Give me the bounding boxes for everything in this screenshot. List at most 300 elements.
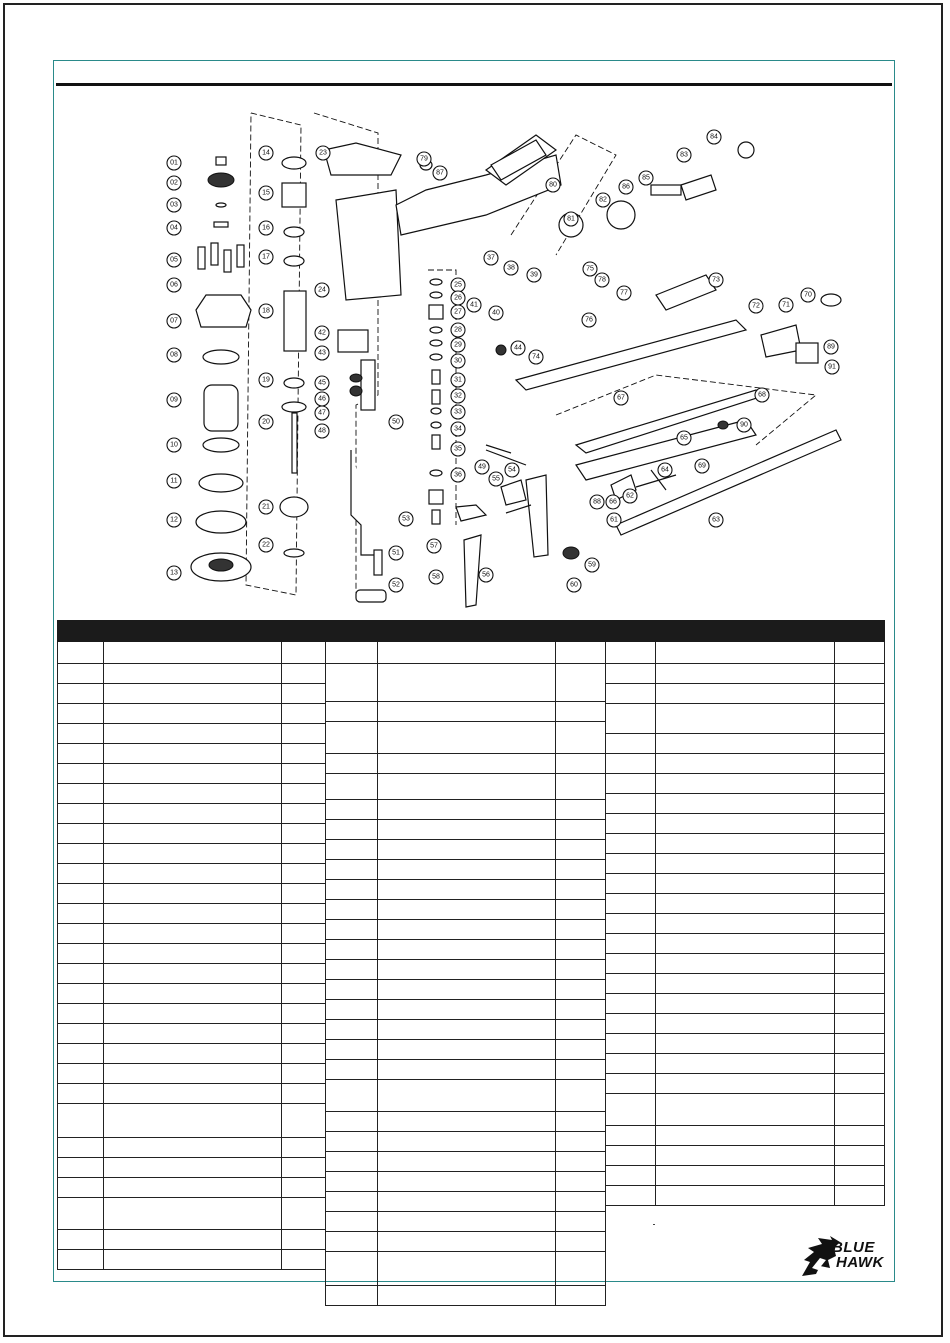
cylinder-assembly (280, 157, 308, 557)
callout-40 (489, 306, 503, 320)
callout-18 (259, 304, 273, 318)
table-row (326, 880, 606, 900)
table-cell (282, 1178, 326, 1198)
table-row (606, 834, 885, 854)
callout-36 (451, 468, 465, 482)
svg-text:16: 16 (262, 224, 270, 232)
svg-text:15: 15 (262, 189, 270, 197)
table-cell (656, 874, 835, 894)
callout-86 (619, 180, 633, 194)
svg-text:13: 13 (170, 569, 178, 577)
table-cell (835, 704, 885, 734)
table-cell (378, 880, 556, 900)
table-cell (656, 734, 835, 754)
table-cell (656, 934, 835, 954)
parts-table-body (58, 642, 326, 1270)
table-row (326, 820, 606, 840)
table-cell (378, 642, 556, 664)
table-cell (282, 904, 326, 924)
table-cell (378, 754, 556, 774)
callout-35 (451, 442, 465, 456)
table-row (326, 774, 606, 800)
table-row (326, 860, 606, 880)
table-cell (378, 920, 556, 940)
svg-text:78: 78 (598, 276, 606, 284)
svg-text:45: 45 (318, 379, 326, 387)
table-cell (326, 1040, 378, 1060)
svg-text:60: 60 (570, 581, 578, 589)
svg-text:42: 42 (318, 329, 326, 337)
callout-05 (167, 253, 181, 267)
table-cell (378, 1040, 556, 1060)
svg-text:30: 30 (454, 357, 462, 365)
svg-text:27: 27 (454, 308, 462, 316)
table-cell (282, 1138, 326, 1158)
table-cell (556, 1152, 606, 1172)
table-cell (58, 1044, 104, 1064)
table-cell (58, 724, 104, 744)
driver-column (429, 279, 443, 524)
callout-67 (614, 391, 628, 405)
table-row (58, 724, 326, 744)
table-cell (835, 1034, 885, 1054)
callout-46 (315, 392, 329, 406)
table-cell (656, 914, 835, 934)
table-cell (58, 744, 104, 764)
table-cell (606, 774, 656, 794)
table-row (58, 1230, 326, 1250)
callout-48 (315, 424, 329, 438)
table-cell (656, 704, 835, 734)
svg-text:65: 65 (680, 434, 688, 442)
callout-82 (596, 193, 610, 207)
table-row (326, 900, 606, 920)
table-cell (378, 774, 556, 800)
parts-table-body (326, 642, 606, 1306)
table-cell (104, 904, 282, 924)
table-row (58, 704, 326, 724)
svg-text:76: 76 (585, 316, 593, 324)
table-cell (378, 840, 556, 860)
table-cell (58, 704, 104, 724)
table-cell (104, 1250, 282, 1270)
table-cell (378, 980, 556, 1000)
callout-63 (709, 513, 723, 527)
table-header (326, 621, 606, 642)
table-cell (104, 1104, 282, 1138)
table-cell (556, 1286, 606, 1306)
svg-text:61: 61 (610, 516, 618, 524)
svg-text:64: 64 (661, 466, 669, 474)
table-cell (378, 664, 556, 702)
callout-44 (511, 341, 525, 355)
table-cell (58, 684, 104, 704)
table-cell (282, 1044, 326, 1064)
callout-31 (451, 373, 465, 387)
table-row (606, 642, 885, 664)
table-cell (606, 1074, 656, 1094)
table-cell (58, 1250, 104, 1270)
svg-text:44: 44 (514, 344, 522, 352)
header-cell-qty (835, 621, 885, 642)
table-row (606, 814, 885, 834)
callout-58 (429, 570, 443, 584)
table-cell (326, 754, 378, 774)
table-cell (556, 980, 606, 1000)
table-cell (556, 1172, 606, 1192)
table-cell (326, 880, 378, 900)
callout-91 (825, 360, 839, 374)
table-cell (606, 814, 656, 834)
table-cell (606, 1126, 656, 1146)
callout-04 (167, 221, 181, 235)
table-row (326, 1192, 606, 1212)
callout-37 (484, 251, 498, 265)
parts-table-body (606, 642, 885, 1206)
table-cell (835, 642, 885, 664)
svg-text:41: 41 (470, 301, 478, 309)
svg-text:39: 39 (530, 271, 538, 279)
table-row (606, 934, 885, 954)
table-cell (326, 820, 378, 840)
table-row (58, 984, 326, 1004)
table-cell (104, 924, 282, 944)
table-cell (556, 1080, 606, 1112)
svg-text:32: 32 (454, 392, 462, 400)
svg-text:47: 47 (318, 409, 326, 417)
table-cell (606, 1014, 656, 1034)
table-row (326, 702, 606, 722)
table-cell (326, 960, 378, 980)
table-cell (556, 1000, 606, 1020)
table-row (606, 1094, 885, 1126)
table-cell (104, 1064, 282, 1084)
callout-03 (167, 198, 181, 212)
table-cell (378, 800, 556, 820)
table-cell (606, 1054, 656, 1074)
table-cell (326, 980, 378, 1000)
table-cell (326, 900, 378, 920)
svg-text:51: 51 (392, 549, 400, 557)
table-cell (606, 794, 656, 814)
table-cell (656, 774, 835, 794)
table-cell (556, 1040, 606, 1060)
callout-45 (315, 376, 329, 390)
callout-55 (489, 472, 503, 486)
table-cell (606, 834, 656, 854)
callout-74 (529, 350, 543, 364)
table-cell (282, 1158, 326, 1178)
callout-21 (259, 500, 273, 514)
table-row (606, 1146, 885, 1166)
table-row (326, 1132, 606, 1152)
table-row (58, 1104, 326, 1138)
table-cell (282, 664, 326, 684)
logo-line-1: BLUE (832, 1239, 875, 1256)
svg-text:29: 29 (454, 341, 462, 349)
callout-01 (167, 156, 181, 170)
table-cell (58, 984, 104, 1004)
table-row (606, 1034, 885, 1054)
table-cell (58, 1138, 104, 1158)
svg-text:77: 77 (620, 289, 628, 297)
svg-text:79: 79 (420, 155, 428, 163)
header-cell-description (378, 621, 556, 642)
table-cell (326, 1060, 378, 1080)
table-cell (326, 840, 378, 860)
header-cell-no (326, 621, 378, 642)
table-cell (58, 1178, 104, 1198)
table-cell (104, 844, 282, 864)
table-cell (326, 1252, 378, 1286)
table-row (606, 1186, 885, 1206)
table-cell (282, 964, 326, 984)
callout-47 (315, 406, 329, 420)
table-cell (282, 864, 326, 884)
table-cell (326, 860, 378, 880)
table-row (58, 844, 326, 864)
svg-text:91: 91 (828, 363, 836, 371)
callout-14 (259, 146, 273, 160)
svg-text:87: 87 (436, 169, 444, 177)
table-row (326, 722, 606, 754)
table-cell (104, 764, 282, 784)
svg-text:72: 72 (752, 302, 760, 310)
table-cell (282, 944, 326, 964)
exploded-parts-diagram (56, 95, 892, 620)
table-cell (282, 924, 326, 944)
table-row (606, 1166, 885, 1186)
table-cell (378, 1212, 556, 1232)
table-cell (326, 1000, 378, 1020)
table-cell (282, 1104, 326, 1138)
svg-text:04: 04 (170, 224, 178, 232)
table-cell (656, 1094, 835, 1126)
callout-71 (779, 298, 793, 312)
callout-89 (824, 340, 838, 354)
header-cell-description (656, 621, 835, 642)
callout-33 (451, 405, 465, 419)
callout-06 (167, 278, 181, 292)
table-cell (835, 934, 885, 954)
table-row (58, 744, 326, 764)
header-rule (56, 83, 892, 86)
table-cell (606, 1094, 656, 1126)
callout-69 (695, 459, 709, 473)
table-row (326, 1286, 606, 1306)
table-row (58, 964, 326, 984)
cap-assembly (191, 157, 251, 581)
table-cell (656, 664, 835, 684)
table-cell (378, 1132, 556, 1152)
table-row (326, 642, 606, 664)
table-row (58, 1044, 326, 1064)
table-cell (606, 954, 656, 974)
svg-text:01: 01 (170, 159, 178, 167)
table-cell (656, 894, 835, 914)
header-cell-no (58, 621, 104, 642)
table-cell (556, 1112, 606, 1132)
table-row (326, 1212, 606, 1232)
callout-15 (259, 186, 273, 200)
table-cell (282, 984, 326, 1004)
table-row (326, 920, 606, 940)
table-cell (835, 734, 885, 754)
table-cell (556, 1060, 606, 1080)
parts-table-column-1 (57, 620, 326, 1270)
table-cell (104, 1198, 282, 1230)
table-row (326, 960, 606, 980)
svg-text:23: 23 (319, 149, 327, 157)
table-cell (104, 864, 282, 884)
table-cell (58, 804, 104, 824)
table-cell (835, 684, 885, 704)
table-cell (58, 904, 104, 924)
table-cell (378, 960, 556, 980)
table-cell (556, 920, 606, 940)
table-row (58, 804, 326, 824)
table-row (606, 994, 885, 1014)
table-cell (282, 744, 326, 764)
table-cell (378, 1192, 556, 1212)
callout-80 (546, 178, 560, 192)
header-cell-no (606, 621, 656, 642)
callout-54 (505, 463, 519, 477)
svg-text:38: 38 (507, 264, 515, 272)
table-row (58, 1178, 326, 1198)
table-cell (556, 702, 606, 722)
table-cell (58, 784, 104, 804)
callout-26 (451, 291, 465, 305)
svg-text:84: 84 (710, 133, 718, 141)
table-cell (835, 1146, 885, 1166)
table-cell (58, 1198, 104, 1230)
magazine-assembly (496, 275, 841, 535)
callout-20 (259, 415, 273, 429)
table-cell (378, 1152, 556, 1172)
table-cell (556, 820, 606, 840)
table-row (58, 764, 326, 784)
table-cell (282, 1230, 326, 1250)
callout-61 (607, 513, 621, 527)
table-cell (282, 804, 326, 824)
callout-88 (590, 495, 604, 509)
svg-text:52: 52 (392, 581, 400, 589)
table-cell (606, 684, 656, 704)
table-cell (656, 794, 835, 814)
table-row (326, 1152, 606, 1172)
callout-76 (582, 313, 596, 327)
svg-text:14: 14 (262, 149, 270, 157)
table-row (606, 734, 885, 754)
table-row (58, 1158, 326, 1178)
table-cell (326, 920, 378, 940)
callout-49 (475, 460, 489, 474)
svg-text:53: 53 (402, 515, 410, 523)
callout-78 (595, 273, 609, 287)
table-cell (556, 1232, 606, 1252)
table-cell (282, 684, 326, 704)
table-row (58, 884, 326, 904)
table-cell (58, 824, 104, 844)
table-row (326, 1040, 606, 1060)
callout-38 (504, 261, 518, 275)
svg-text:24: 24 (318, 286, 326, 294)
table-cell (656, 994, 835, 1014)
svg-text:55: 55 (492, 475, 500, 483)
table-cell (378, 820, 556, 840)
table-cell (606, 1166, 656, 1186)
table-row (58, 944, 326, 964)
table-cell (835, 834, 885, 854)
callout-34 (451, 422, 465, 436)
callout-65 (677, 431, 691, 445)
table-cell (606, 642, 656, 664)
table-row (606, 854, 885, 874)
table-cell (104, 1230, 282, 1250)
table-row (326, 1060, 606, 1080)
table-cell (606, 914, 656, 934)
svg-text:20: 20 (262, 418, 270, 426)
table-cell (556, 664, 606, 702)
callout-29 (451, 338, 465, 352)
svg-text:05: 05 (170, 256, 178, 264)
table-cell (326, 1080, 378, 1112)
svg-text:67: 67 (617, 394, 625, 402)
callout-16 (259, 221, 273, 235)
callout-19 (259, 373, 273, 387)
svg-text:31: 31 (454, 376, 462, 384)
svg-text:08: 08 (170, 351, 178, 359)
callout-39 (527, 268, 541, 282)
table-cell (378, 1286, 556, 1306)
table-cell (606, 854, 656, 874)
table-cell (58, 924, 104, 944)
table-cell (378, 1060, 556, 1080)
table-cell (378, 1020, 556, 1040)
table-cell (606, 894, 656, 914)
table-cell (104, 1044, 282, 1064)
callout-70 (801, 288, 815, 302)
table-row (326, 1172, 606, 1192)
table-cell (326, 1172, 378, 1192)
table-cell (326, 702, 378, 722)
table-cell (104, 744, 282, 764)
table-cell (104, 1024, 282, 1044)
logo-line-2: HAWK (836, 1254, 884, 1271)
header-cell-qty (282, 621, 326, 642)
table-row (58, 664, 326, 684)
table-cell (58, 864, 104, 884)
callout-11 (167, 474, 181, 488)
svg-text:25: 25 (454, 281, 462, 289)
table-cell (556, 1212, 606, 1232)
callout-72 (749, 299, 763, 313)
callout-90 (737, 418, 751, 432)
table-cell (835, 974, 885, 994)
svg-text:21: 21 (262, 503, 270, 511)
svg-text:49: 49 (478, 463, 486, 471)
table-cell (326, 664, 378, 702)
svg-text:82: 82 (599, 196, 607, 204)
callout-51 (389, 546, 403, 560)
callout-53 (399, 512, 413, 526)
table-row (326, 1232, 606, 1252)
table-row (606, 894, 885, 914)
table-cell (58, 964, 104, 984)
table-cell (606, 754, 656, 774)
table-cell (835, 894, 885, 914)
